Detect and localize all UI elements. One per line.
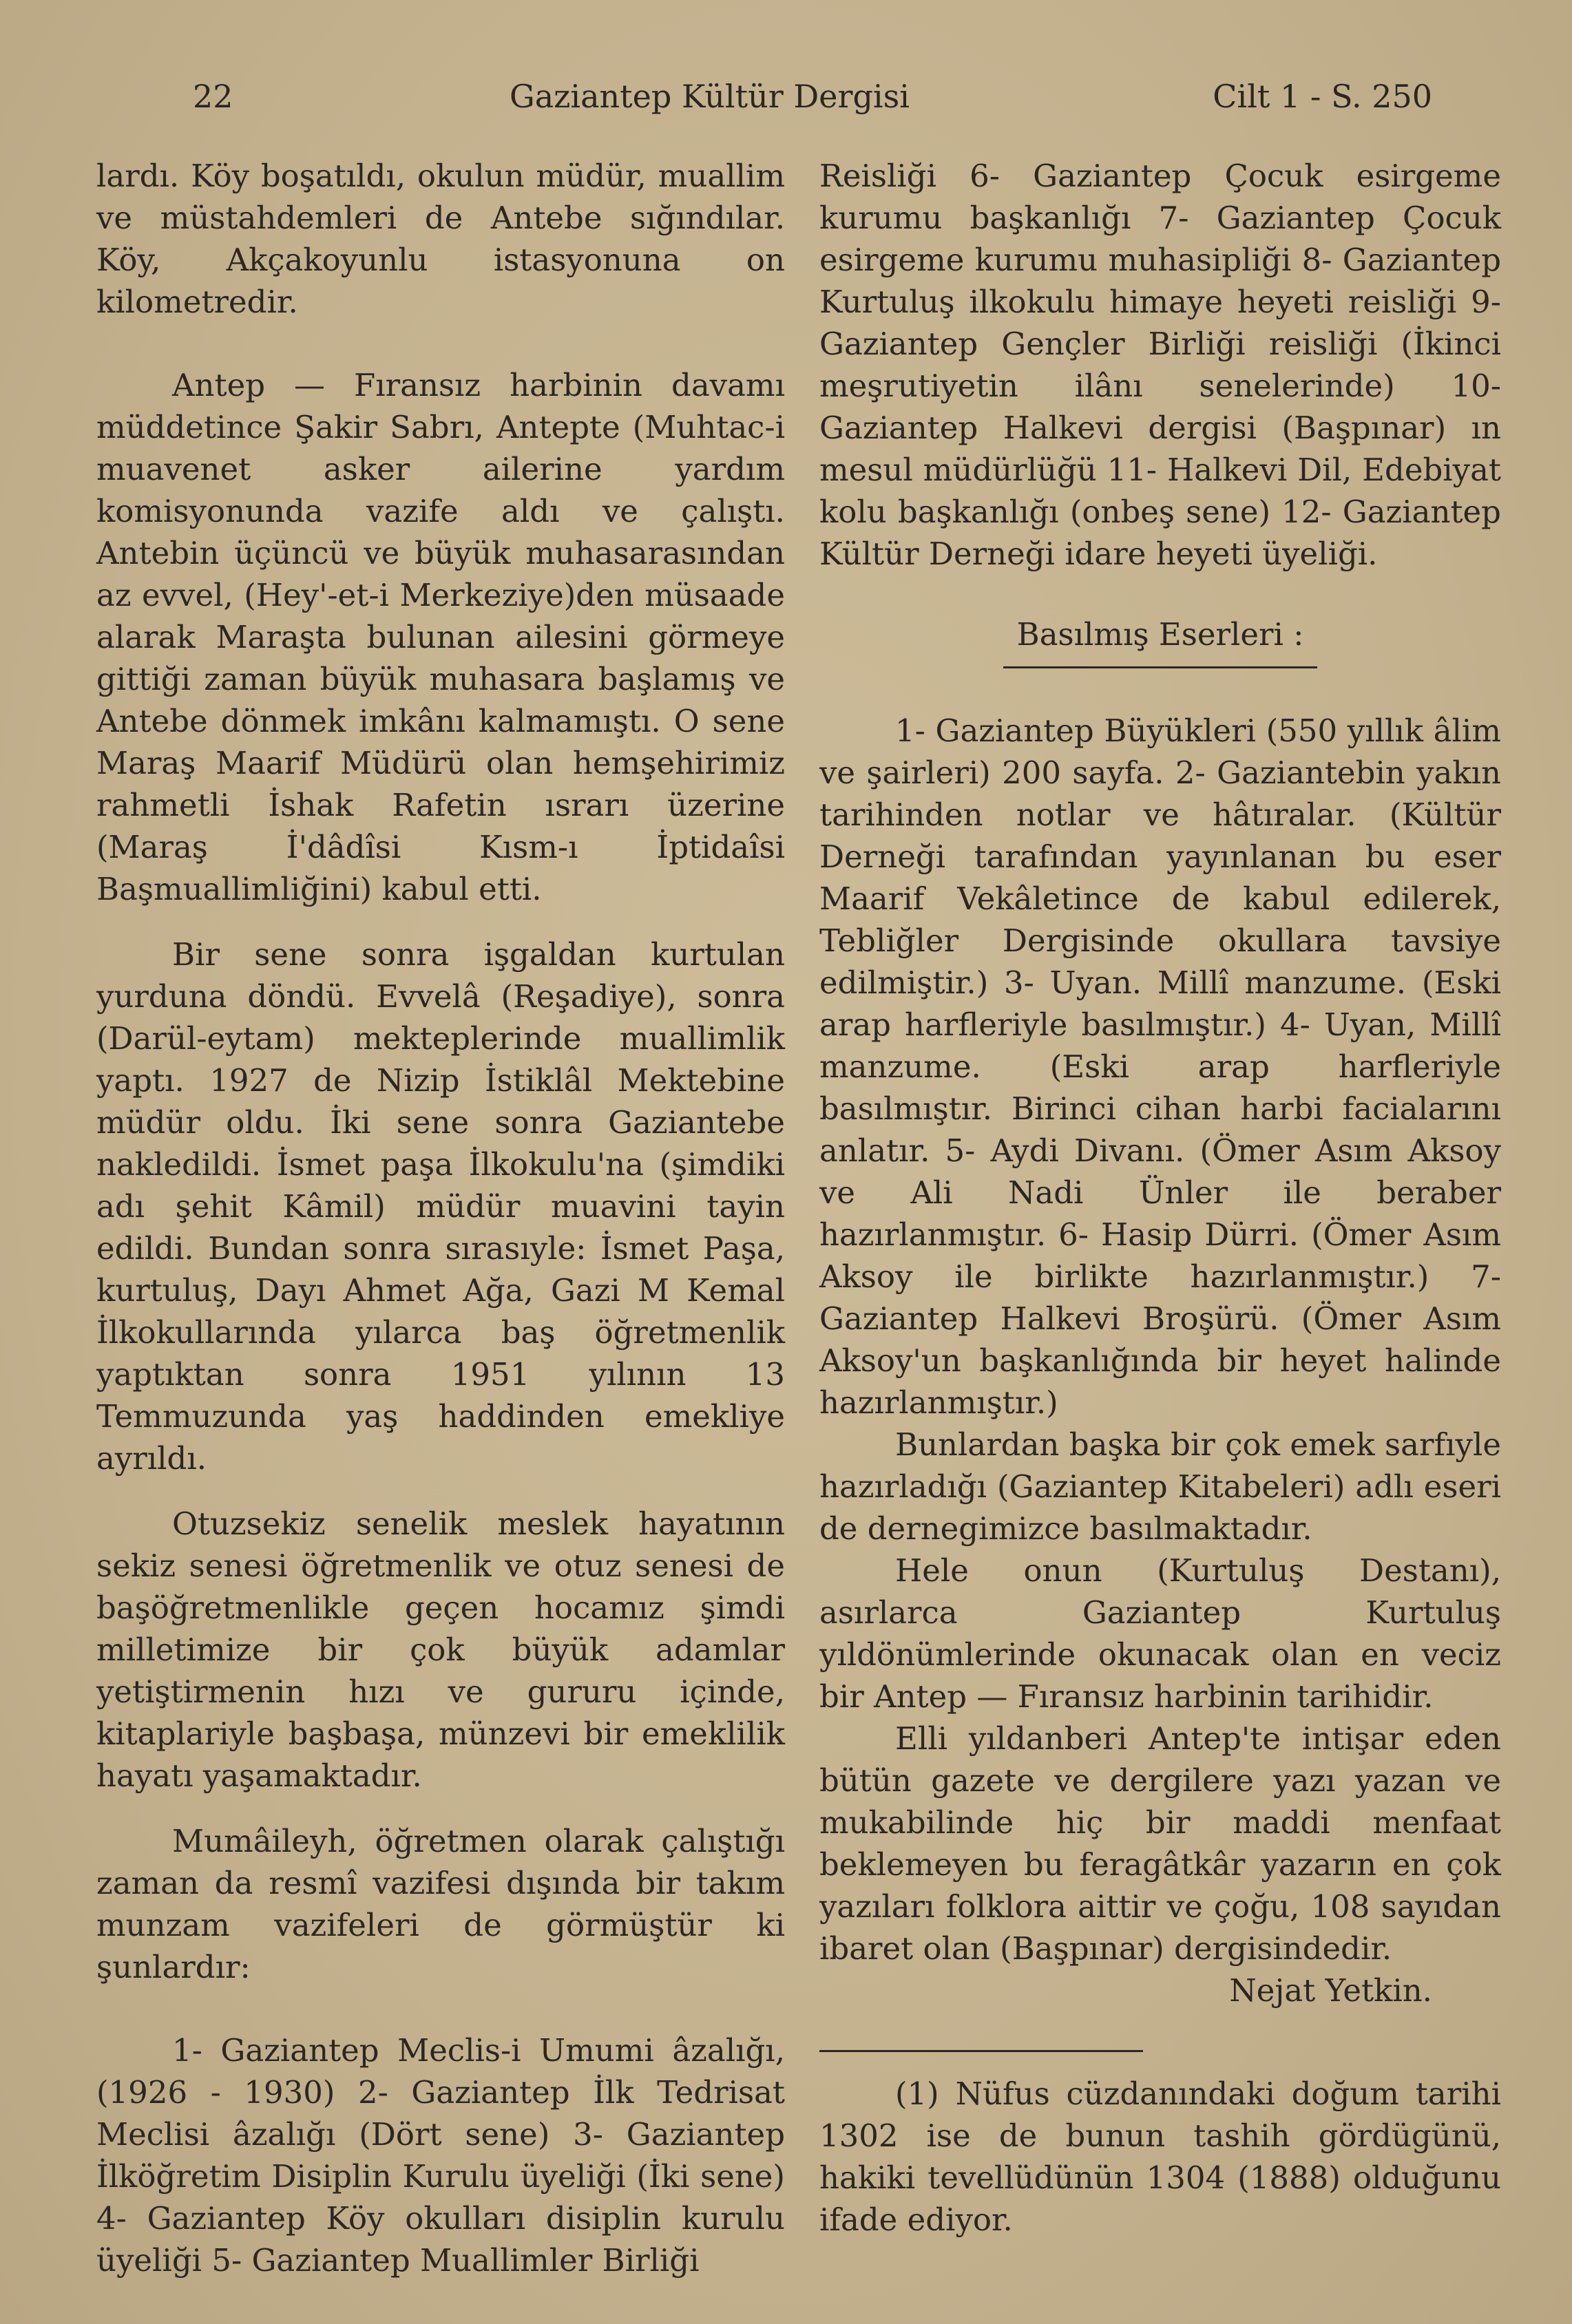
paragraph: Bir sene sonra işgaldan kurtulan yurduna döndü. Evvelâ (Reşadiye), sonra (Darül-eytam) mekteplerinde muallimlik yaptı. 1927 de Nizip İstiklâl Mektebine müdür oldu. İki sene sonra Gaziantebe nakledildi. İsmet paşa İlkokulu'na (şimdiki adı şehit Kâmil) müdür muavini tayin edildi. Bundan sonra sırasıyle: İsmet Paşa, kurtuluş, Dayı Ahmet Ağa, Gazi M Kemal İlkokullarında yılarca baş öğretmenlik yaptıktan sonra 1951 yılının 13 Temmuzunda yaş haddinden emekliye ayrıldı.: [96, 936, 785, 1477]
paragraph: Mumâileyh, öğretmen olarak çalıştığı zaman da resmî vazifesi dışında bir takım munzam vazifeleri de görmüştür ki şunlardır:: [96, 1823, 785, 1985]
paragraph: Antep — Fıransız harbinin davamı müddetince Şakir Sabrı, Antepte (Muhtac-i muavenet asker ailerine yardım komisyonunda vazife aldı ve çalıştı. Antebin üçüncü ve büyük muhasarasından az evvel, (Hey'-et-i Merkeziye)den müsaade alarak Maraşta bulunan ailesini görmeye gittiği zaman büyük muhasara başlamış ve Antebe dönmek imkânı kalmamıştı. O sene Maraş Maarif Müdürü olan hemşehirimiz rahmetli İshak Rafetin ısrarı üzerine (Maraş İ'dâdîsi Kısm-ı İptidaîsi Başmuallimliğini) kabul etti.: [96, 367, 785, 907]
volume-issue: Cilt 1 - S. 250: [1213, 78, 1432, 115]
paragraph: Bunlardan başka bir çok emek sarfıyle hazırladığı (Gaziantep Kitabeleri) adlı eseri de dernegimizce basılmaktadır.: [819, 1426, 1501, 1547]
paragraph: Reisliği 6- Gaziantep Çocuk esirgeme kurumu başkanlığı 7- Gaziantep Çocuk esirgeme kurumu muhasipliği 8- Gaziantep Kurtuluş ilkokulu himaye heyeti reisliği 9-Gaziantep Gençler Birliği reisliği (İkinci meşrutiyetin ilânı senelerinde) 10- Gaziantep Halkevi dergisi (Başpınar) ın mesul müdürlüğü 11- Halkevi Dil, Edebiyat kolu başkanlığı (onbeş sene) 12- Gaziantep Kültür Derneği idare heyeti üyeliği.: [819, 158, 1501, 572]
section-heading-text: Basılmış Eserleri :: [1003, 613, 1318, 668]
footnote-divider: [819, 2050, 1143, 2052]
paragraph: 1- Gaziantep Meclis-i Umumi âzalığı, (1926 - 1930) 2- Gaziantep İlk Tedrisat Meclisi âzalığı (Dört sene) 3- Gaziantep İlköğretim Disiplin Kurulu üyeliği (İki sene) 4- Gaziantep Köy okulları disiplin kurulu üyeliği 5- Gaziantep Muallimler Birliği: [96, 2032, 785, 2279]
paragraph: Elli yıldanberi Antep'te intişar eden bütün gazete ve dergilere yazı yazan ve mukabilinde hiç bir maddi menfaat beklemeyen bu feragâtkâr yazarın en çok yazıları folklora aittir ve çoğu, 108 sayıdan ibaret olan (Başpınar) dergisindedir.: [819, 1720, 1501, 1967]
section-heading: [819, 613, 1501, 668]
author-signature: Nejat Yetkin.: [1229, 1972, 1432, 2009]
paragraph: lardı. Köy boşatıldı, okulun müdür, muallim ve müstahdemleri de Antebe sığındılar. Köy, Akçakoyunlu istasyonuna on kilometredir.: [96, 158, 785, 320]
paragraph: Otuzsekiz senelik meslek hayatının sekiz senesi öğretmenlik ve otuz senesi de başöğretmenlikle geçen hocamız şimdi milletimize bir çok büyük adamlar yetiştirmenin hızı ve gururu içinde, kitaplariyle başbaşa, münzevi bir emeklilik hayatı yaşamaktadır.: [96, 1506, 785, 1794]
journal-title: Gaziantep Kültür Dergisi: [510, 78, 910, 115]
footnote: (1) Nüfus cüzdanındaki doğum tarihi 1302 ise de bunun tashih gördügünü, hakiki tevellüdünün 1304 (1888) olduğunu ifade ediyor.: [819, 2075, 1501, 2238]
left-column: [96, 155, 785, 2281]
works-list: 1- Gaziantep Büyükleri (550 yıllık âlim ve şairleri) 200 sayfa. 2- Gaziantebin yakın tarihinden notlar ve hâtıralar. (Kültür Derneği tarafından yayınlanan bu eser Maarif Vekâletince de kabul edilerek, Tebliğler Dergisinde okullara tavsiye edilmiştir.) 3- Uyan. Millî manzume. (Eski arap harfleriyle basılmıştır.) 4- Uyan, Millî manzume. (Eski arap harfleriyle basılmıştır. Birinci cihan harbi facialarını anlatır. 5- Aydi Divanı. (Ömer Asım Aksoy ve Ali Nadi Ünler ile beraber hazırlanmıştır. 6- Hasip Dürri. (Ömer Asım Aksoy ile birlikte hazırlanmıştır.) 7- Gaziantep Halkevi Broşürü. (Ömer Asım Aksoy'un başkanlığında bir heyet halinde hazırlanmıştır.): [819, 712, 1501, 1421]
page-number: 22: [193, 78, 233, 115]
running-header: [96, 69, 1432, 124]
paragraph: Hele onun (Kurtuluş Destanı), asırlarca Gaziantep Kurtuluş yıldönümlerinde okunacak olan en veciz bir Antep — Fıransız harbinin tarihidir.: [819, 1552, 1501, 1715]
right-column: [819, 155, 1501, 2241]
